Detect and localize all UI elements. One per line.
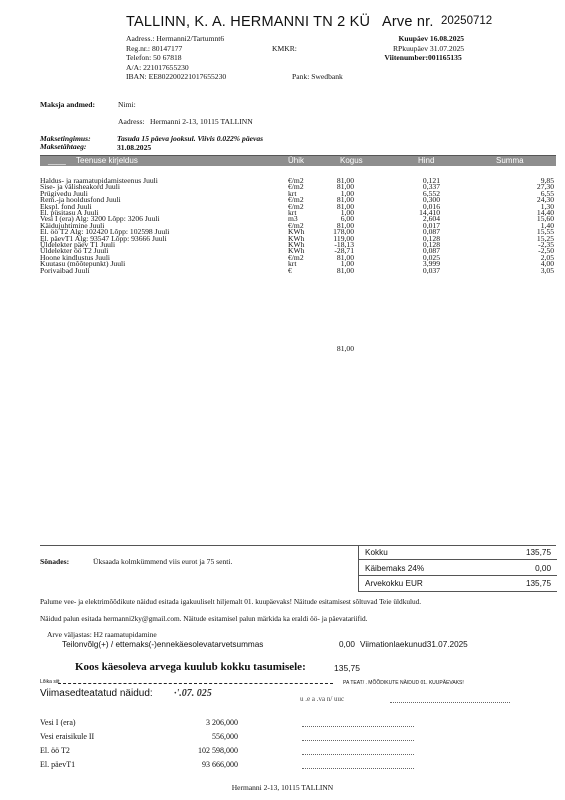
phone-label: Telefon: bbox=[126, 53, 152, 62]
payer-address: Hermanni 2-13, 10115 TALLINN bbox=[150, 117, 253, 126]
row-price: 0,037 bbox=[422, 265, 440, 275]
totals-box bbox=[358, 545, 557, 592]
pay-label: Koos käesoleva arvega kuulub kokku tasumisele: bbox=[75, 661, 306, 673]
row-price: 6,552 bbox=[422, 188, 440, 198]
row-sum: 1,30 bbox=[540, 201, 554, 211]
row-qty: 81,00 bbox=[336, 195, 354, 205]
row-price: 0,300 bbox=[422, 195, 440, 205]
meter-name: Vesi eraisikule II bbox=[40, 732, 95, 741]
row-sum: 2,05 bbox=[540, 252, 554, 262]
period-date: 31.07.2025 bbox=[429, 43, 465, 53]
payer-name-label: Nimi: bbox=[118, 100, 136, 109]
row-price: 0,128 bbox=[422, 233, 440, 243]
sender-block bbox=[126, 34, 276, 82]
row-unit: KWh bbox=[288, 227, 305, 237]
row-desc: Sise- ja välisheakord Juuli bbox=[40, 182, 120, 192]
row-price: 2,604 bbox=[422, 214, 440, 224]
row-qty: 81,00 bbox=[336, 176, 354, 185]
terms-text: Tasuda 15 päeva jooksul. Viivis 0.022% päevas bbox=[117, 134, 264, 143]
kmkr-label: KMKR: bbox=[272, 43, 297, 53]
row-sum: 27,30 bbox=[536, 182, 554, 192]
meter-value: 93 666,000 bbox=[202, 760, 238, 769]
row-unit: €/m2 bbox=[288, 252, 304, 262]
col-unit-header: Ühik bbox=[288, 156, 305, 165]
meter-input-line[interactable] bbox=[302, 726, 414, 727]
row-desc: El. öö T2 Alg: 102420 Lõpp: 102598 Juuli bbox=[40, 227, 170, 237]
row-desc: El. püsitasu A Juuli bbox=[40, 208, 99, 217]
row-unit: € bbox=[288, 265, 292, 275]
row-sum: 4,00 bbox=[540, 259, 554, 269]
iban-label: IBAN: bbox=[126, 72, 147, 81]
row-desc: Hoone kindlustus Juuli bbox=[40, 252, 111, 262]
row-qty: 6,00 bbox=[340, 214, 354, 224]
words-text: Üksaada kolmkümmend viis eurot ja 75 senti. bbox=[93, 557, 233, 566]
balance-label: Teilonvõlg(+) / ettemaks(-)ennekäesolevatarvetsummas bbox=[62, 640, 264, 649]
row-qty: 178,00 bbox=[333, 227, 354, 237]
row-qty: 81,00 bbox=[336, 182, 354, 192]
vat-label: Käibemaks 24% bbox=[365, 564, 425, 573]
sender-iban: EE802200221017655230 bbox=[148, 72, 227, 81]
bank-label: Pank: Swedbank bbox=[292, 72, 343, 81]
pay-amount: 135,75 bbox=[334, 663, 360, 673]
row-unit: KWh bbox=[288, 240, 305, 249]
col-qty-header: Kogus bbox=[340, 156, 363, 165]
balance-value: 0,00 bbox=[339, 640, 355, 649]
row-desc: Vesi I (era) Alg: 3200 Lõpp: 3206 Juuli bbox=[40, 214, 160, 224]
sender-phone: 50 67818 bbox=[153, 53, 182, 62]
row-desc: El. päevT1 Alg: 93547 Lõpp: 93666 Juuli bbox=[40, 233, 167, 243]
row-price: 14,410 bbox=[419, 208, 440, 217]
meter-input-line[interactable] bbox=[302, 754, 414, 755]
row-desc: Porivaibad Juuli bbox=[40, 265, 90, 275]
due-date: 31.08.2025 bbox=[117, 143, 152, 152]
header-line-mark: ____ bbox=[48, 156, 66, 165]
meter-name: El. päevT1 bbox=[40, 760, 76, 769]
row-price: 0,337 bbox=[422, 182, 440, 192]
row-qty: 81,00 bbox=[336, 265, 354, 275]
row-price: 0,017 bbox=[422, 220, 440, 230]
row-unit: KWh bbox=[288, 233, 305, 243]
total-label: Kokku bbox=[365, 548, 388, 557]
invoice-date: 16.08.2025 bbox=[429, 34, 465, 43]
row-sum: -2,50 bbox=[538, 246, 554, 256]
due-label: Maksetähtaeg: bbox=[40, 142, 87, 151]
meter-input-line[interactable] bbox=[302, 740, 414, 741]
row-desc: Käidujuhtimine Juuli bbox=[40, 220, 105, 230]
ref-number: 001165135 bbox=[428, 53, 462, 62]
row-qty: -18,13 bbox=[334, 240, 354, 249]
grand-total-value: 135,75 bbox=[525, 579, 551, 588]
meter-value: 556,000 bbox=[212, 732, 238, 741]
meter-input-line[interactable] bbox=[302, 768, 414, 769]
row-qty: -28,71 bbox=[334, 246, 354, 256]
row-unit: €/m2 bbox=[288, 220, 304, 230]
footer-address: Hermanni 2-13, 10115 TALLINN bbox=[231, 783, 334, 792]
meters-date: ·'.07. 025 bbox=[174, 688, 212, 699]
qty-extra: 81,00 bbox=[336, 344, 354, 353]
row-desc: Üldelekter päev T1 Juuli bbox=[40, 240, 116, 249]
new-readings-label: u .e a .va n/ uuc bbox=[300, 695, 345, 703]
row-desc: Prügivedu Juuli bbox=[40, 188, 88, 198]
row-desc: Kuutasu (mõõtepunkt) Juuli bbox=[40, 259, 126, 269]
meter-name: El. öö T2 bbox=[40, 746, 70, 755]
invoice-label: Arve nr. bbox=[382, 14, 434, 30]
row-desc: Üldelekter öö T2 Juuli bbox=[40, 246, 109, 256]
table-header bbox=[40, 156, 556, 166]
cut-tail: PA TEAT/ . MÕÕDIKUTE NÄIDUD 01. KUUPÄEVAKS! bbox=[343, 680, 464, 686]
address-label: Aadress.: bbox=[126, 34, 155, 43]
row-price: 0,087 bbox=[422, 227, 440, 237]
row-price: 3,999 bbox=[422, 259, 440, 269]
table-body bbox=[40, 177, 556, 367]
totals-divider-2 bbox=[359, 575, 557, 576]
grand-total-label: Arvekokku EUR bbox=[365, 579, 423, 588]
row-unit: krt bbox=[288, 208, 297, 217]
row-qty: 119,00 bbox=[333, 233, 354, 243]
row-price: 0,128 bbox=[422, 240, 440, 249]
row-price: 0,121 bbox=[422, 176, 440, 185]
row-unit: €/m2 bbox=[288, 201, 304, 211]
dates-block bbox=[376, 34, 506, 63]
words-label: Sõnades: bbox=[40, 557, 70, 566]
items-table bbox=[40, 155, 556, 546]
row-sum: 3,05 bbox=[540, 265, 554, 275]
meter-value: 102 598,000 bbox=[198, 746, 238, 755]
invoice-number: 20250712 bbox=[441, 15, 493, 27]
note-line-1: Palume vee- ja elektrimõõdikute näidud esitada igakuuliselt hiljemalt 01. kuupäevaks! Näitude esitamisest sõltuvad Teie üldkulud. bbox=[40, 597, 422, 606]
row-unit: €/m2 bbox=[288, 182, 304, 192]
row-qty: 81,00 bbox=[336, 201, 354, 211]
col-sum-header: Summa bbox=[496, 156, 524, 165]
aa-label: A/A: bbox=[126, 62, 142, 72]
last-payment: Viimationlaekunud31.07.2025 bbox=[360, 640, 468, 649]
row-sum: 6,55 bbox=[540, 188, 554, 198]
total-value: 135,75 bbox=[525, 548, 551, 557]
totals-divider-1 bbox=[359, 559, 557, 560]
row-unit: m3 bbox=[288, 214, 298, 224]
col-desc-header: Teenuse kirjeldus bbox=[76, 156, 138, 165]
sender-regnr: 80147177 bbox=[151, 43, 183, 53]
row-sum: 14,40 bbox=[536, 208, 554, 217]
period-label: RPkuupäev bbox=[392, 43, 428, 53]
row-unit: KWh bbox=[288, 246, 305, 256]
payer-title: Maksja andmed: bbox=[40, 100, 96, 109]
ref-label: Viitenumber: bbox=[384, 53, 428, 62]
row-sum: 15,60 bbox=[536, 214, 554, 224]
row-qty: 1,00 bbox=[340, 259, 354, 269]
table-row bbox=[40, 267, 556, 275]
row-qty: 81,00 bbox=[336, 252, 354, 262]
row-price: 0,087 bbox=[422, 246, 440, 256]
cut-line bbox=[58, 683, 333, 684]
row-price: 0,016 bbox=[422, 201, 440, 211]
meter-table bbox=[40, 718, 520, 778]
payer-address-label: Aadress: bbox=[118, 117, 145, 126]
sender-address: Hermanni2/Tartumnt6 bbox=[156, 34, 225, 43]
row-unit: krt bbox=[288, 188, 297, 198]
meter-name: Vesi I (era) bbox=[40, 718, 76, 727]
row-price: 0,025 bbox=[422, 252, 440, 262]
meter-value: 3 206,000 bbox=[206, 718, 238, 727]
row-sum: 1,40 bbox=[540, 220, 554, 230]
row-unit: €/m2 bbox=[288, 176, 304, 185]
row-desc: Haldus- ja raamatupidamisteenus Juuli bbox=[40, 176, 158, 185]
row-sum: 9,85 bbox=[540, 176, 554, 185]
row-qty: 81,00 bbox=[336, 220, 354, 230]
note-line-2: Näidud palun esitada hermanni2ky@gmail.com. Näitude esitamisel palun märkida ka eraldi öö- ja päevatariifid. bbox=[40, 614, 368, 623]
dotted-line-header bbox=[390, 702, 510, 703]
row-sum: 15,25 bbox=[536, 233, 554, 243]
terms-label: Maksetingimus: bbox=[40, 134, 91, 143]
company-title: TALLINN, K. A. HERMANNI TN 2 KÜ bbox=[126, 14, 371, 30]
row-desc: Ekspl. fond Juuli bbox=[40, 201, 92, 211]
regnr-label: Reg.nr.: bbox=[126, 43, 151, 53]
row-desc: Rem.-ja hooldusfond Juuli bbox=[40, 195, 121, 205]
row-sum: 15,55 bbox=[536, 227, 554, 237]
issuer: Arve väljastas: H2 raamatupidamine bbox=[47, 630, 157, 639]
row-sum: 24,30 bbox=[536, 195, 554, 205]
col-price-header: Hind bbox=[418, 156, 435, 165]
row-unit: €/m2 bbox=[288, 195, 304, 205]
cut-label: Lõika siit bbox=[40, 679, 60, 685]
row-qty: 1,00 bbox=[340, 188, 354, 198]
invoice-date-label: Kuupäev bbox=[398, 34, 428, 43]
row-qty: 1,00 bbox=[340, 208, 354, 217]
row-unit: krt bbox=[288, 259, 297, 269]
meters-title: Viimasedteatatud näidud: bbox=[40, 688, 153, 699]
row-sum: -2,35 bbox=[538, 240, 554, 249]
vat-value: 0,00 bbox=[535, 564, 551, 573]
sender-aa: 221017655230 bbox=[143, 62, 189, 72]
